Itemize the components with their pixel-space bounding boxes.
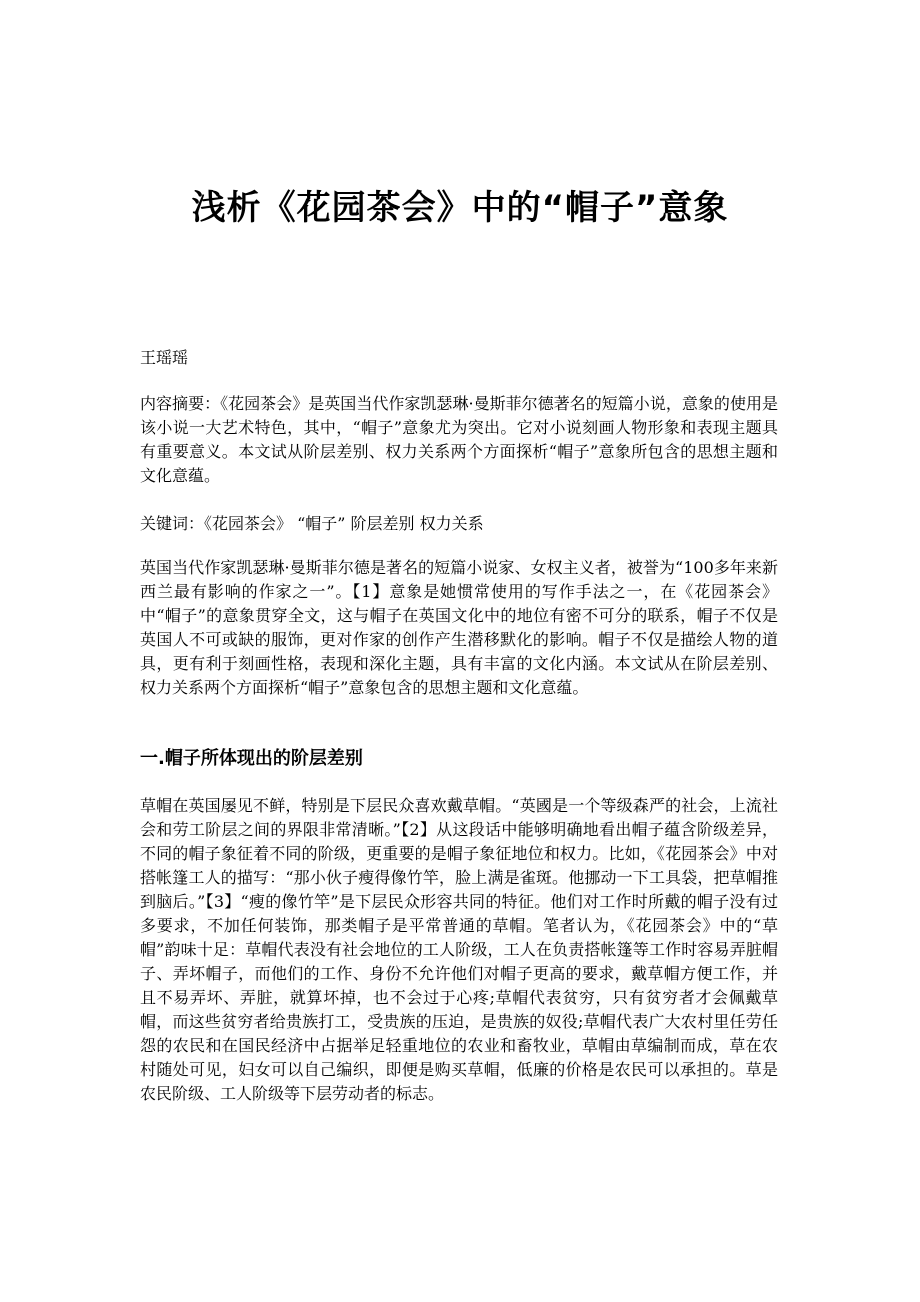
section-heading: 一.帽子所体现出的阶层差别 — [140, 748, 363, 769]
abstract-paragraph: 内容摘要：《花园茶会》是英国当代作家凯瑟琳·曼斯菲尔德著名的短篇小说，意象的使用是该小说一大艺术特色，其中，“帽子”意象尤为突出。它对小说刻画人物形象和表现主题具有重要意义。本文试从阶层差别、权力关系两个方面探析“帽子”意象所包含的思想主题和文化意蕴。 — [140, 394, 778, 485]
keywords-line: 关键词：《花园茶会》 “帽子” 阶层差别 权力关系 — [140, 514, 484, 533]
author-name: 王瑶瑶 — [140, 348, 189, 367]
intro-paragraph: 英国当代作家凯瑟琳·曼斯菲尔德是著名的短篇小说家、女权主义者，被誉为“100多年来新西兰最有影响的作家之一”。【1】意象是她惯常使用的写作手法之一，在《花园茶会》中“帽子”的意象贯穿全文，这与帽子在英国文化中的地位有密不可分的联系，帽子不仅是英国人不可或缺的服饰，更对作家的创作产生潜移默化的影响。帽子不仅是描绘人物的道具，更有利于刻画性格，表现和深化主题，具有丰富的文化内涵。本文试从在阶层差别、权力关系两个方面探析“帽子”意象包含的思想主题和文化意蕴。 — [140, 558, 778, 697]
section-body-paragraph: 草帽在英国屡见不鲜，特别是下层民众喜欢戴草帽。“英國是一个等级森严的社会，上流社会和劳工阶层之间的界限非常清晰。”【2】从这段话中能够明确地看出帽子蕴含阶级差异，不同的帽子象征着不同的阶级，更重要的是帽子象征地位和权力。比如，《花园茶会》中对搭帐篷工人的描写：“那小伙子瘦得像竹竿，脸上满是雀斑。他挪动一下工具袋，把草帽推到脑后。”【3】“瘦的像竹竿”是下层民众形容共同的特征。他们对工作时所戴的帽子没有过多要求，不加任何装饰，那类帽子是平常普通的草帽。笔者认为，《花园茶会》中的“草帽”韵味十足：草帽代表没有社会地位的工人阶级，工人在负责搭帐篷等工作时容易弄脏帽子、弄坏帽子，而他们的工作、身份不允许他们对帽子更高的要求，戴草帽方便工作，并且不易弄坏、弄脏，就算坏掉，也不会过于心疼;草帽代表贫穷，只有贫穷者才会佩戴草帽，而这些贫穷者给贵族打工，受贵族的压迫，是贵族的奴役;草帽代表广大农村里任劳任怨的农民和在国民经济中占据举足轻重地位的农业和畜牧业，草帽由草编制而成，草在农村随处可见，妇女可以自己编织，即便是购买草帽，低廉的价格是农民可以承担的。草是农民阶级、工人阶级等下层劳动者的标志。 — [140, 796, 778, 1103]
document-title: 浅析《花园茶会》中的“帽子”意象 — [191, 188, 729, 228]
